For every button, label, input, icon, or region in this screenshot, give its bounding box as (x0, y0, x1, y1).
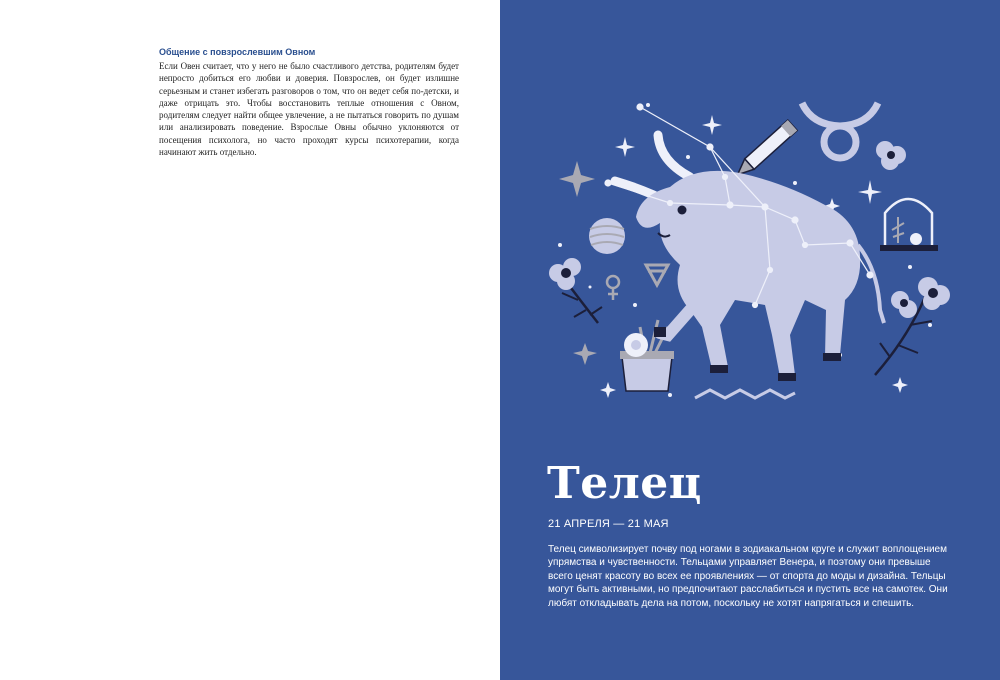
section-body-text: Если Овен считает, что у него не было счастливого детства, родителям будет непросто добиться его любви и доверия. Повзрослев, он будет излишне серьезным и станет избегать разговоров о том, что он ведет себя по-детски, и даже отрицать это. Чтобы восстановить теплые отношения с Овном, родителям следует найти общее увлечение, а не пытаться говорить по душам или анализировать поведение. Взрослые Овны обычно уклоняются от посещения психолога, но часто проходят курсы психотерапии, когда начинают жить отдельно. (159, 61, 459, 158)
zodiac-sign-dates: 21 АПРЕЛЯ — 21 МАЯ (548, 518, 669, 530)
top-right-flower-icon (876, 141, 906, 170)
earth-element-icon (646, 265, 668, 285)
zigzag-decoration (695, 390, 795, 398)
bull-figure (615, 135, 884, 381)
zodiac-sign-title: Телец (547, 458, 702, 509)
planet-icon (589, 218, 625, 254)
venus-icon (607, 276, 619, 300)
right-flower-icon (875, 277, 950, 375)
section-heading: Общение с повзрослевшим Овном (159, 47, 316, 57)
pencil-icon (733, 120, 797, 180)
zodiac-sign-description: Телец символизирует почву под ногами в зодиакальном круге и служит воплощением упрямства и чувственности. Тельцами управляет Венера, и поэтому они превыше всего ценят красоту во всех ее проявлениях — от спорта до моды и дизайна. Тельцы могут быть активными, но предпочитают расслабиться и пустить все на самотек. Они любят откладывать дела на потом, поскольку не хотят напрягаться и спешить. (548, 544, 948, 609)
taurus-illustration (540, 95, 960, 415)
taurus-symbol-icon (802, 103, 878, 158)
left-flower-icon (549, 258, 602, 323)
bell-jar-icon (880, 199, 938, 251)
